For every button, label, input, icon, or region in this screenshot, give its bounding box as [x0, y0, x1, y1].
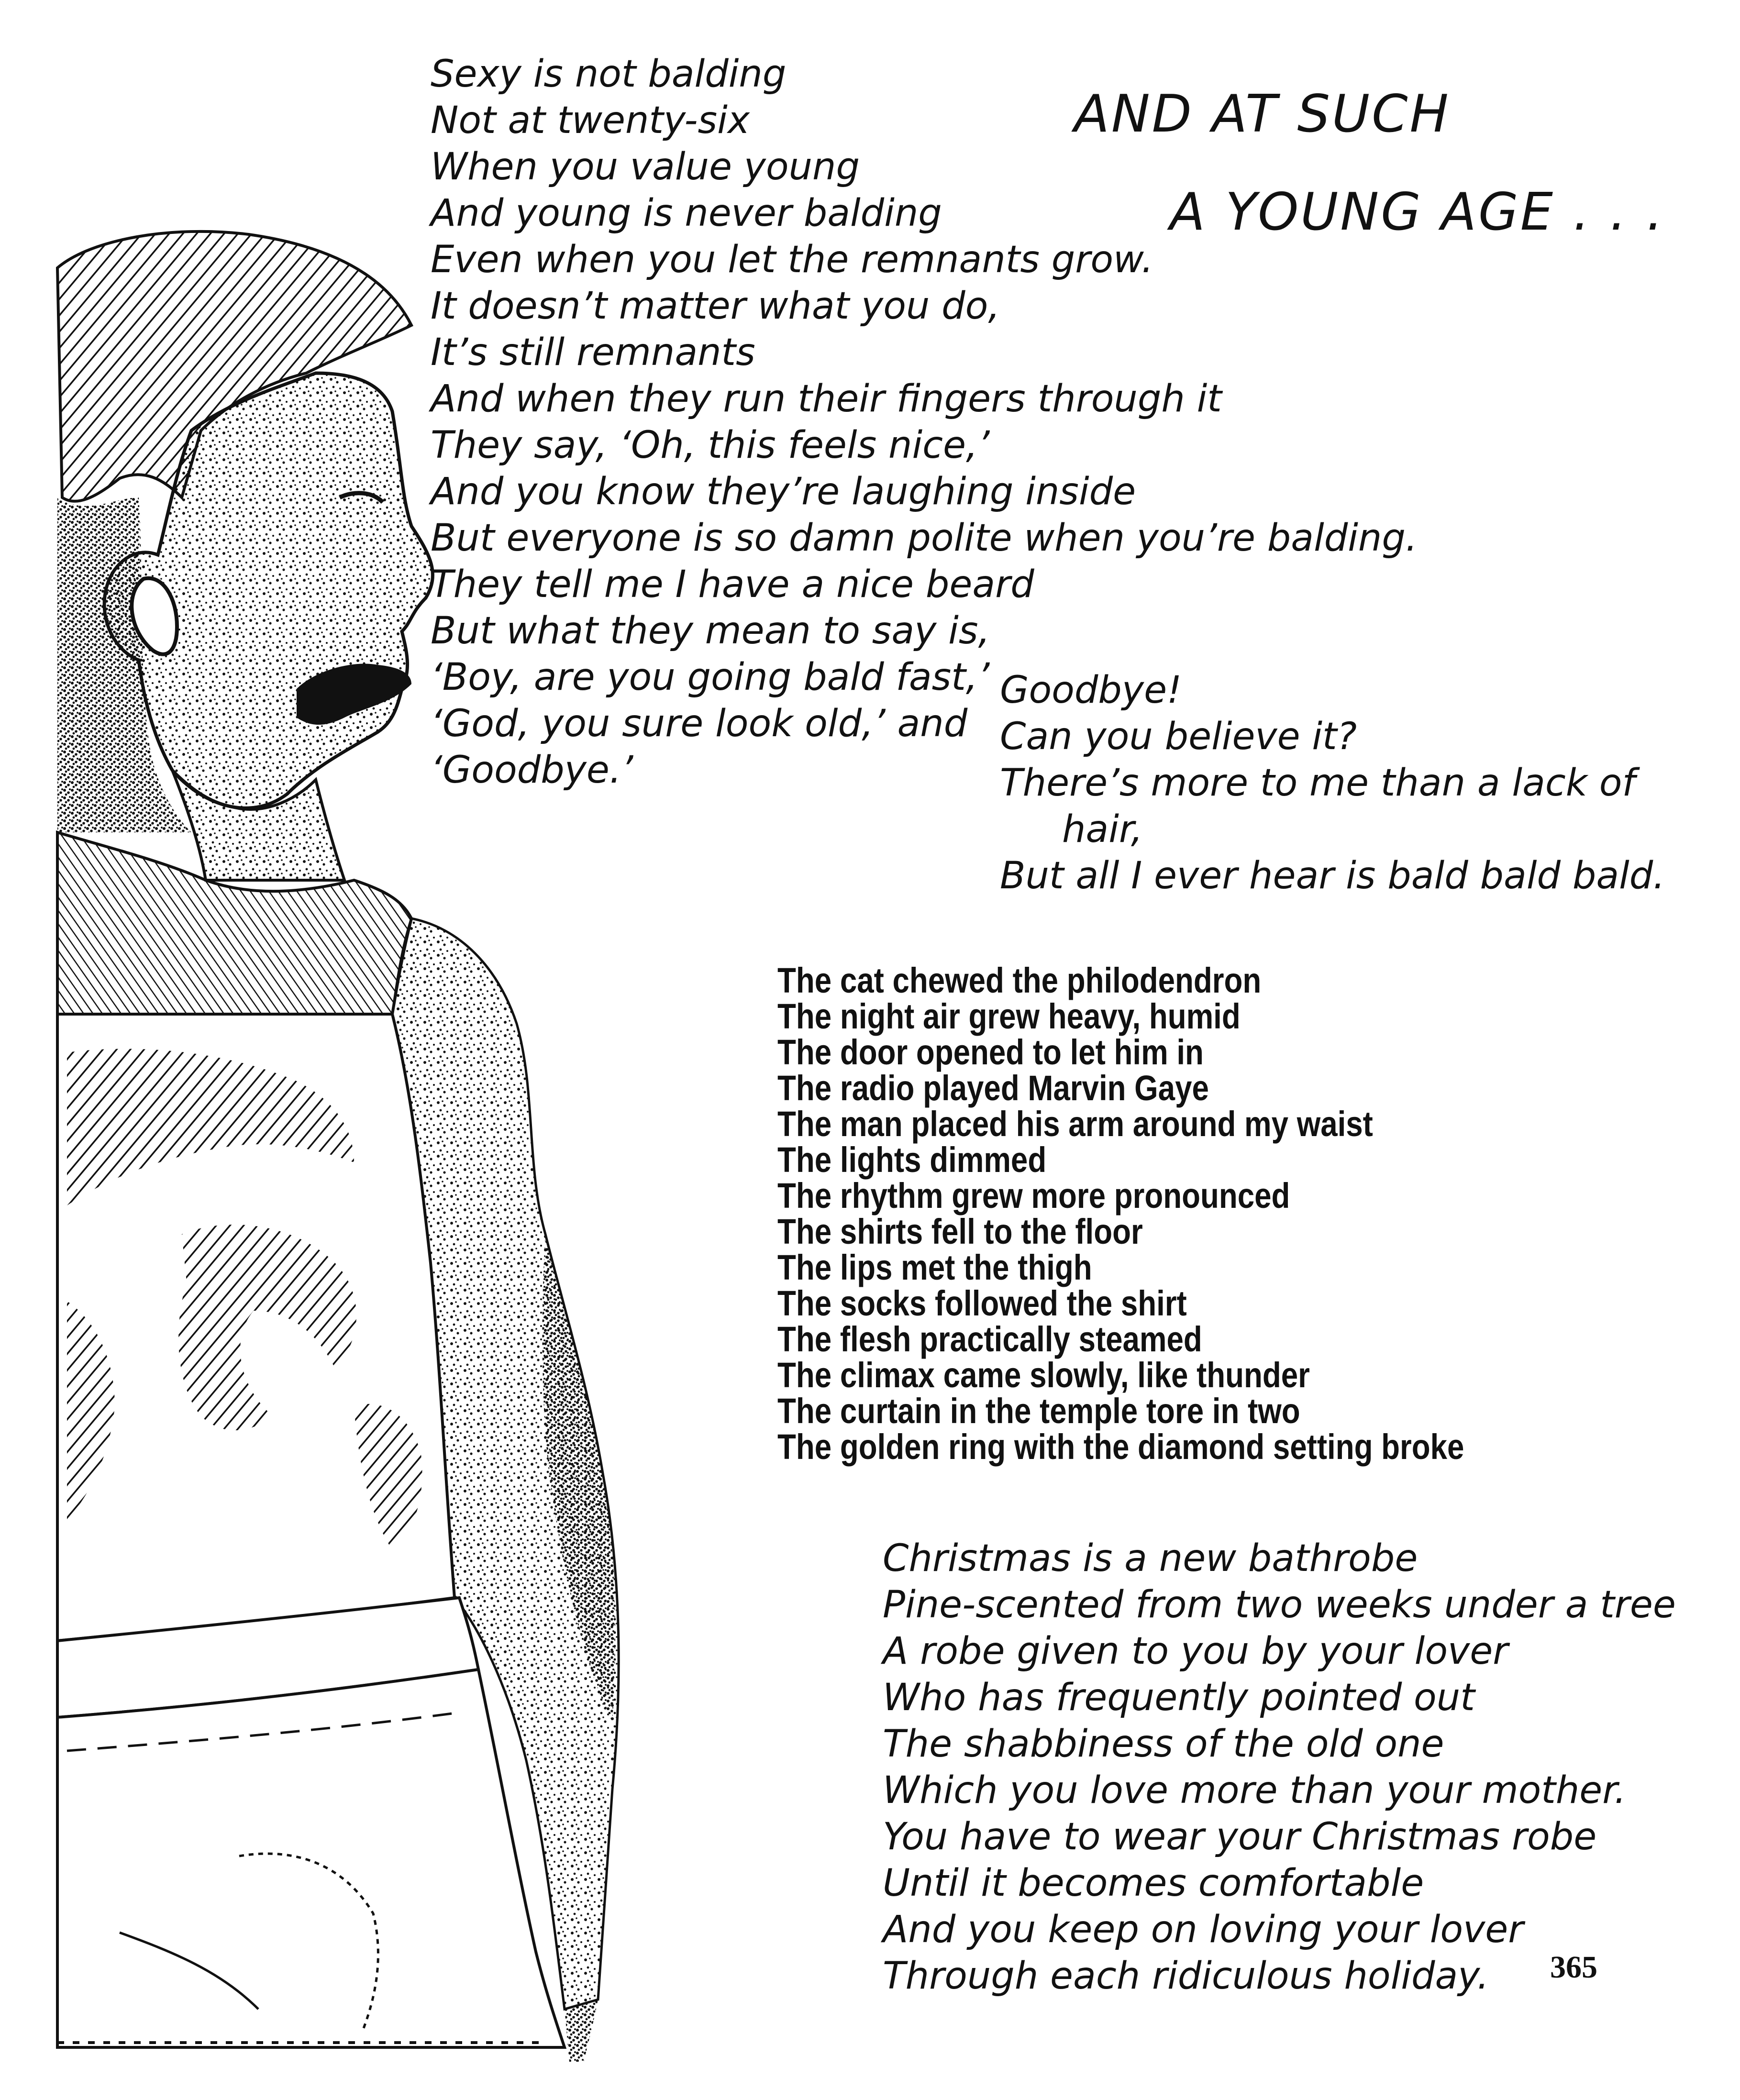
poem-line: They tell me I have a nice beard [431, 563, 1034, 606]
poem-line: hair, [1062, 808, 1143, 851]
shorts [57, 1669, 565, 2047]
poem-line: Sexy is not balding [431, 53, 787, 96]
poem-line: It’s still remnants [431, 331, 755, 374]
poem-line: Until it becomes comfortable [883, 1862, 1424, 1905]
poem-line: Can you believe it? [1000, 715, 1357, 758]
poem-line: Through each ridiculous holiday. [883, 1955, 1489, 1998]
poem-line: Which you love more than your mother. [883, 1769, 1626, 1812]
page-number: 365 [1550, 1950, 1597, 1985]
poem-line: Goodbye! [1000, 669, 1182, 712]
poem-line: The climax came slowly, like thunder [777, 1355, 1310, 1395]
poem-balding-continued [1000, 667, 1665, 899]
poem-line: The door opened to let him in [777, 1032, 1204, 1072]
poem-line: The shirts fell to the floor [777, 1212, 1143, 1251]
poem-line: You have to wear your Christmas robe [883, 1815, 1597, 1858]
poem-line: ‘Goodbye.’ [431, 749, 633, 792]
poem-line: And when they run their fingers through it [431, 377, 1222, 420]
poem-line: A robe given to you by your lover [883, 1630, 1508, 1673]
poem-line: There’s more to me than a lack of [1000, 762, 1635, 805]
poem-line: But all I ever hear is bald bald bald. [1000, 854, 1665, 897]
leg-shadow [565, 2000, 598, 2062]
poem-line: The shabbiness of the old one [883, 1723, 1444, 1766]
poem-line: The night air grew heavy, humid [777, 996, 1241, 1036]
poem-line: The radio played Marvin Gaye [777, 1068, 1209, 1108]
poem-line: Even when you let the remnants grow. [431, 238, 1153, 281]
poem-line: And young is never balding [431, 192, 942, 235]
poem-line: The rhythm grew more pronounced [777, 1176, 1290, 1216]
poem-line: The cat chewed the philodendron [777, 961, 1262, 1000]
poem-line: Who has frequently pointed out [883, 1676, 1475, 1719]
poem-line: But what they mean to say is, [431, 609, 990, 652]
poem-line: Not at twenty-six [431, 99, 750, 142]
poem-line: The curtain in the temple tore in two [777, 1391, 1300, 1431]
poem-line: The socks followed the shirt [777, 1283, 1187, 1323]
poem-line: When you value young [431, 145, 860, 188]
poem-cat [777, 962, 1464, 1465]
poem-line: It doesn’t matter what you do, [431, 285, 1000, 328]
poem-christmas [883, 1536, 1676, 2000]
poem-line: The lips met the thigh [777, 1248, 1092, 1287]
poem-line: The golden ring with the diamond setting broke [777, 1427, 1464, 1467]
poem-line: ‘God, you sure look old,’ and [431, 702, 968, 745]
poem-title-line-2: A YOUNG AGE . . . [1170, 182, 1665, 242]
poem-title-line-1: AND AT SUCH [1074, 84, 1451, 144]
poem-line: And you keep on loving your lover [883, 1908, 1524, 1951]
poem-line: The lights dimmed [777, 1140, 1047, 1180]
poem-line: Christmas is a new bathrobe [883, 1537, 1418, 1580]
poem-line: The man placed his arm around my waist [777, 1104, 1373, 1144]
poem-line: Pine-scented from two weeks under a tree [883, 1583, 1676, 1626]
poem-line: ‘Boy, are you going bald fast,’ [431, 656, 990, 699]
poem-line: They say, ‘Oh, this feels nice,’ [431, 424, 990, 467]
poem-line: The flesh practically steamed [777, 1319, 1202, 1359]
poem-line: And you know they’re laughing inside [431, 470, 1136, 513]
poem-line: But everyone is so damn polite when you’re balding. [431, 517, 1418, 560]
